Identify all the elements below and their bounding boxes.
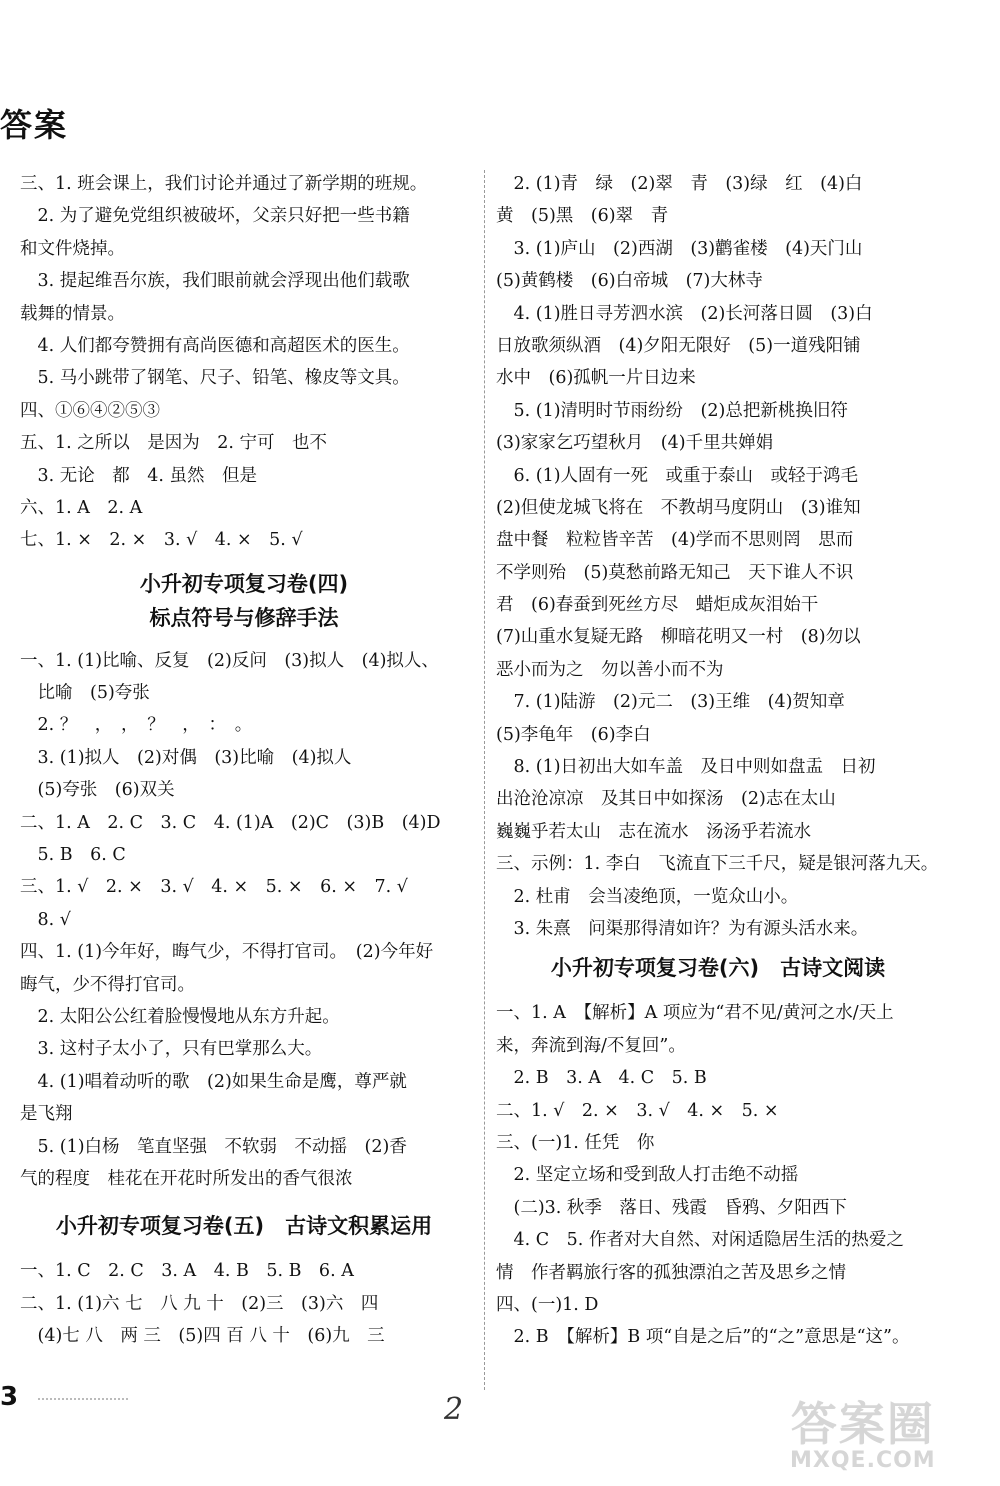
section6-title: 小升初专项复习卷(六) 古诗文阅读 <box>550 956 886 981</box>
answer-line: 六、1. A 2. A <box>20 497 143 518</box>
answer-line: 四、①⑥④②⑤③ <box>20 400 160 421</box>
answer-line: 日放歌须纵酒 (4)夕阳无限好 (5)一道残阳铺 <box>496 335 861 356</box>
answer-line: 4. (1)唱着动听的歌 (2)如果生命是鹰，尊严就 <box>20 1071 407 1092</box>
answer-line: 4. (1)胜日寻芳泗水滨 (2)长河落日圆 (3)白 <box>496 303 873 324</box>
answer-line: 水中 (6)孤帆一片日边来 <box>496 368 696 389</box>
answer-line: 恶小而为之 勿以善小而不为 <box>496 659 724 680</box>
answer-line: 5. 马小跳带了钢笔、尺子、铅笔、橡皮等文具。 <box>20 368 410 389</box>
answer-line: (二)3. 秋季 落日、残霞 昏鸦、夕阳西下 <box>496 1197 847 1218</box>
answer-line: 7. (1)陆游 (2)元二 (3)王维 (4)贺知章 <box>496 692 845 713</box>
answer-line: 四、1. (1)今年好，晦气少，不得打官司。 (2)今年好 <box>20 942 434 963</box>
answer-line: 黄 (5)黑 (6)翠 青 <box>496 206 669 227</box>
answer-line: 和文件烧掉。 <box>20 238 125 259</box>
answer-line: 6. (1)人固有一死 或重于泰山 或轻于鸿毛 <box>496 465 859 486</box>
answer-line: 3. 提起维吾尔族，我们眼前就会浮现出他们载歌 <box>20 271 410 292</box>
answer-line: (2)但使龙城飞将在 不教胡马度阴山 (3)谁知 <box>496 497 861 518</box>
answer-line: 出沧沧凉凉 及其日中如探汤 (2)志在太山 <box>496 789 836 810</box>
answer-line: 2. B 3. A 4. C 5. B <box>496 1068 707 1089</box>
answer-line: 气的程度 桂花在开花时所发出的香气很浓 <box>20 1168 353 1189</box>
answer-line: (3)家家乞巧望秋月 (4)千里共婵娟 <box>496 433 774 454</box>
answer-line: 三、1. 班会课上，我们讨论并通过了新学期的班规。 <box>20 174 428 194</box>
answer-line: 二、1. A 2. C 3. C 4. (1)A (2)C (3)B (4)D <box>20 812 441 833</box>
answer-line: 三、(一)1. 任凭 你 <box>496 1132 655 1153</box>
answer-line: 载舞的情景。 <box>20 303 125 324</box>
answer-line: 3. 朱熹 问渠那得清如许？为有源头活水来。 <box>496 918 869 939</box>
answer-line: 一、1. A 【解析】A 项应为“君不见/黄河之水/天上 <box>496 1003 894 1024</box>
watermark-url: MXQE.COM <box>790 1448 936 1473</box>
answer-line: (5)黄鹤楼 (6)白帝城 (7)大林寺 <box>496 271 763 292</box>
page-number-dots <box>38 1398 128 1400</box>
answer-line: 不学则殆 (5)莫愁前路无知己 天下谁人不识 <box>496 562 854 583</box>
answer-line: 2. 为了避免党组织被破坏，父亲只好把一些书籍 <box>20 206 410 227</box>
left-column <box>20 168 468 1353</box>
answer-line: 七、1. × 2. × 3. √ 4. × 5. √ <box>20 530 303 551</box>
answer-line: 一、1. C 2. C 3. A 4. B 5. B 6. A <box>20 1261 354 1282</box>
answer-line: 情 作者羁旅行客的孤独漂泊之苦及思乡之情 <box>496 1262 846 1283</box>
answer-line: 2. 坚定立场和受到敌人打击绝不动摇 <box>496 1165 799 1186</box>
section4-title: 小升初专项复习卷(四) <box>139 571 349 596</box>
answer-line: 盘中餐 粒粒皆辛苦 (4)学而不思则罔 思而 <box>496 530 854 551</box>
section5-title: 小升初专项复习卷(五) 古诗文积累运用 <box>55 1214 433 1239</box>
answer-line: 2. (1)青 绿 (2)翠 青 (3)绿 红 (4)白 <box>496 174 863 194</box>
answer-line: 四、(一)1. D <box>496 1294 599 1315</box>
header-title: 答案 <box>0 106 69 144</box>
watermark <box>790 1397 936 1474</box>
answer-line: 4. C 5. 作者对大自然、对闲适隐居生活的热爱之 <box>496 1230 904 1251</box>
answer-line: 三、示例：1. 李白 飞流直下三千尺，疑是银河落九天。 <box>496 854 939 875</box>
answer-line: 2. ？ ， ， ？ ， ： 。 <box>20 715 253 736</box>
answer-line: 3. (1)庐山 (2)西湖 (3)鹳雀楼 (4)天门山 <box>496 238 863 259</box>
answer-line: 3. 无论 都 4. 虽然 但是 <box>20 465 258 486</box>
answer-line: 4. 人们都夸赞拥有高尚医德和高超医术的医生。 <box>20 335 410 356</box>
answer-line: 2. 太阳公公红着脸慢慢地从东方升起。 <box>20 1006 340 1027</box>
answer-line: (7)山重水复疑无路 柳暗花明又一村 (8)勿以 <box>496 627 861 648</box>
answer-line: 五、1. 之所以 是因为 2. 宁可 也不 <box>20 433 328 454</box>
page-number: 3 <box>0 1382 19 1412</box>
answer-line: 2. 杜甫 会当凌绝顶，一览众山小。 <box>496 886 799 907</box>
answer-line: 比喻 (5)夸张 <box>20 683 150 704</box>
answer-line: 君 (6)春蚕到死丝方尽 蜡炬成灰泪始干 <box>496 595 819 616</box>
watermark-main: 答案圈 <box>790 1397 935 1451</box>
answer-line: 三、1. √ 2. × 3. √ 4. × 5. × 6. × 7. √ <box>20 877 408 898</box>
answer-line: 一、1. (1)比喻、反复 (2)反问 (3)拟人 (4)拟人、 <box>20 650 439 671</box>
answer-line: (5)李龟年 (6)李白 <box>496 724 651 745</box>
right-column <box>496 168 940 1354</box>
answer-line: 二、1. (1)六 七 八 九 十 (2)三 (3)六 四 <box>20 1293 379 1314</box>
answer-line: 3. 这村子太小了，只有巴掌那么大。 <box>20 1039 323 1060</box>
answer-line: 5. B 6. C <box>20 845 126 866</box>
answer-line: 二、1. √ 2. × 3. √ 4. × 5. × <box>496 1100 779 1121</box>
answer-line: 8. √ <box>20 909 71 930</box>
answer-line: 晦气，少不得打官司。 <box>20 974 195 995</box>
answer-line: 2. B 【解析】B 项“自是之后”的“之”意思是“这”。 <box>496 1327 910 1348</box>
column-divider <box>484 170 485 1390</box>
answer-line: 是飞翔 <box>20 1104 73 1125</box>
handwritten-mark: 2 <box>444 1392 464 1427</box>
answer-line: 8. (1)日初出大如车盖 及日中则如盘盂 日初 <box>496 757 876 778</box>
answer-line: 来，奔流到海/不复回”。 <box>496 1035 686 1056</box>
answer-line: 巍巍乎若太山 志在流水 汤汤乎若流水 <box>496 821 811 842</box>
answer-line: (4)七 八 两 三 (5)四 百 八 十 (6)九 三 <box>20 1326 385 1347</box>
answer-line: 5. (1)白杨 笔直坚强 不软弱 不动摇 (2)香 <box>20 1136 407 1157</box>
answer-line: 5. (1)清明时节雨纷纷 (2)总把新桃换旧符 <box>496 400 848 421</box>
section4-subtitle: 标点符号与修辞手法 <box>149 605 339 630</box>
answer-line: (5)夸张 (6)双关 <box>20 780 175 801</box>
answer-line: 3. (1)拟人 (2)对偶 (3)比喻 (4)拟人 <box>20 747 352 768</box>
